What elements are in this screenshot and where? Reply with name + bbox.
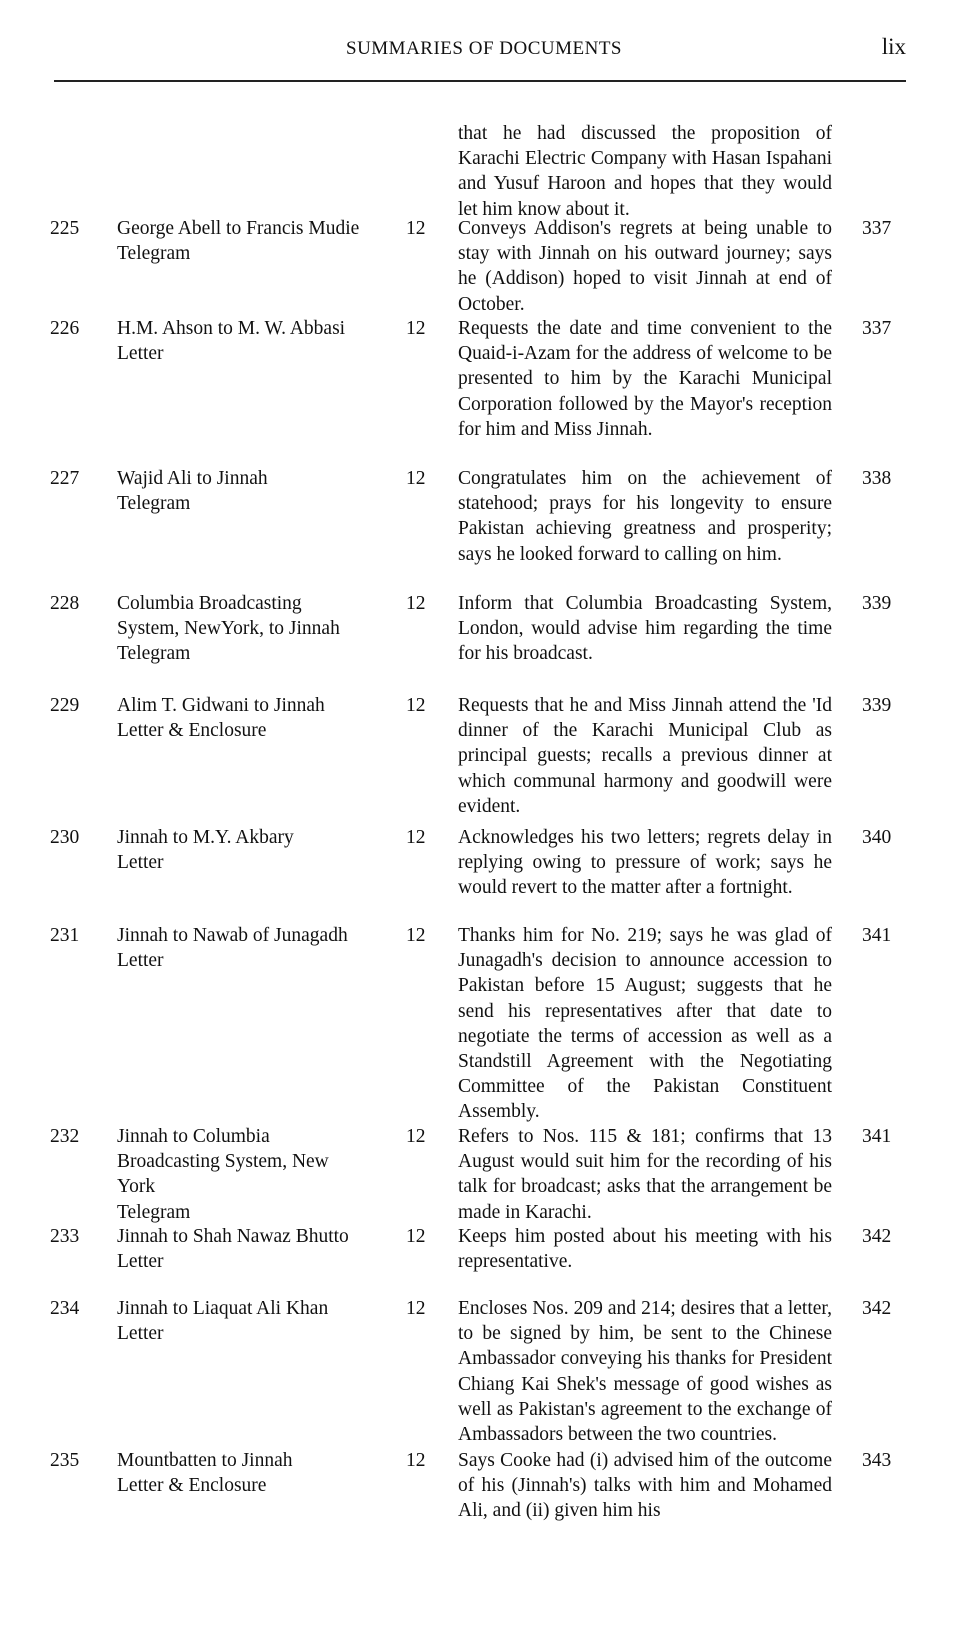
header-rule: [54, 80, 906, 82]
entry-correspondents: [117, 466, 367, 516]
entry-page: 337: [862, 218, 892, 239]
entry-names: Wajid Ali to Jinnah: [117, 468, 268, 489]
entry-number: 229: [50, 695, 80, 716]
entry-date: 12: [406, 1126, 426, 1147]
entry-names: Alim T. Gidwani to Jinnah: [117, 695, 325, 716]
header-title: SUMMARIES OF DOCUMENTS: [346, 38, 622, 59]
entry-summary: Refers to Nos. 115 & 181; confirms that 13 August would suit him for the recording of his talk for broadcast; asks that the arrangement be made in Karachi.: [458, 1126, 832, 1223]
entry-names: Jinnah to Liaquat Ali Khan: [117, 1298, 329, 1319]
entry-page: 338: [862, 468, 892, 489]
continued-summary: that he had discussed the proposition of Karachi Electric Company with Hasan Ispahani and Yusuf Haroon and hopes that they would let him know about it.: [458, 123, 832, 220]
entry-summary: Inform that Columbia Broadcasting System, London, would advise him regarding the time for his broadcast.: [458, 593, 832, 665]
entry-page: 339: [862, 593, 892, 614]
entry-date: 12: [406, 1226, 426, 1247]
entry-summary: Requests that he and Miss Jinnah attend the 'Id dinner of the Karachi Municipal Club as principal guests; recalls a previous dinner at which communal harmony and goodwill were evident.: [458, 695, 832, 817]
entry-date: 12: [406, 468, 426, 489]
entry-correspondents: [117, 1124, 367, 1225]
entry-number: 233: [50, 1226, 80, 1247]
entry-number: 227: [50, 468, 80, 489]
entry-correspondents: [117, 923, 367, 973]
entry-number: 234: [50, 1298, 80, 1319]
entry-page: 340: [862, 827, 892, 848]
entry-doc-type: Telegram: [117, 643, 191, 665]
entry-summary: Says Cooke had (i) advised him of the outcome of his (Jinnah's) talks with him and Mohamed Ali, and (ii) given him his: [458, 1450, 832, 1522]
entry-names: H.M. Ahson to M. W. Abbasi: [117, 318, 346, 339]
entry-doc-type: Telegram: [117, 243, 191, 265]
entry-summary: Keeps him posted about his meeting with his representative.: [458, 1226, 832, 1273]
entry-correspondents: [117, 216, 367, 266]
entry-summary: Requests the date and time convenient to the Quaid-i-Azam for the address of welcome to be presented to him by the Karachi Municipal Corporation followed by the Mayor's reception for him and Miss Jinnah.: [458, 318, 832, 440]
entry-names: Jinnah to Nawab of Junagadh: [117, 925, 348, 946]
entry-number: 228: [50, 593, 80, 614]
entry-doc-type: Letter: [117, 1251, 164, 1273]
entry-page: 339: [862, 695, 892, 716]
entry-page: 341: [862, 925, 892, 946]
entry-doc-type: Letter: [117, 1323, 164, 1345]
header-page-number: lix: [881, 34, 906, 59]
entry-names: Jinnah to Columbia Broadcasting System, New York: [117, 1126, 329, 1198]
entry-correspondents: [117, 693, 367, 743]
entry-date: 12: [406, 925, 426, 946]
entry-date: 12: [406, 1298, 426, 1319]
entry-page: 341: [862, 1126, 892, 1147]
entry-correspondents: [117, 591, 367, 667]
entry-doc-type: Telegram: [117, 493, 191, 515]
entry-names: Mountbatten to Jinnah: [117, 1450, 293, 1471]
entry-date: 12: [406, 695, 426, 716]
entry-correspondents: [117, 316, 367, 366]
entry-correspondents: [117, 1296, 367, 1346]
entry-page: 343: [862, 1450, 892, 1471]
entry-number: 235: [50, 1450, 80, 1471]
entry-date: 12: [406, 218, 426, 239]
entry-doc-type: Letter: [117, 343, 164, 365]
entry-page: 342: [862, 1226, 892, 1247]
entry-correspondents: [117, 825, 367, 875]
entry-number: 230: [50, 827, 80, 848]
entry-doc-type: Letter & Enclosure: [117, 1475, 267, 1497]
entry-names: Jinnah to M.Y. Akbary: [117, 827, 294, 848]
entry-doc-type: Letter: [117, 852, 164, 874]
entry-doc-type: Telegram: [117, 1201, 191, 1223]
entry-page: 337: [862, 318, 892, 339]
entry-number: 232: [50, 1126, 80, 1147]
entry-doc-type: Letter: [117, 950, 164, 972]
entry-summary: Encloses Nos. 209 and 214; desires that a letter, to be signed by him, be sent to the Chinese Ambassador conveying his thanks for President Chiang Kai Shek's message of good wishes as well as Pakistan's agreement to the exchange of Ambassadors between the two countries.: [458, 1298, 832, 1446]
entry-correspondents: [117, 1448, 367, 1498]
entry-names: Jinnah to Shah Nawaz Bhutto: [117, 1226, 349, 1247]
entry-summary: Thanks him for No. 219; says he was glad of Junagadh's decision to announce accession to Pakistan before 15 August; suggests that he send his representatives after that date to negotiate the terms of accession as well as a Standstill Agreement with the Negotiating Committee of the Pakistan Constituent Assembly.: [458, 925, 832, 1123]
entry-page: 342: [862, 1298, 892, 1319]
entry-summary: Congratulates him on the achievement of statehood; prays for his longevity to ensure Pakistan achieving greatness and prosperity; says he looked forward to calling on him.: [458, 468, 832, 565]
entry-date: 12: [406, 318, 426, 339]
running-header: [0, 34, 968, 64]
entry-names: Columbia Broadcasting System, NewYork, to Jinnah: [117, 593, 340, 640]
entry-number: 225: [50, 218, 80, 239]
entry-number: 226: [50, 318, 80, 339]
entry-summary: Conveys Addison's regrets at being unable to stay with Jinnah on his outward journey; says he (Addison) hoped to visit Jinnah at end of October.: [458, 218, 832, 315]
entry-date: 12: [406, 1450, 426, 1471]
entry-summary: Acknowledges his two letters; regrets delay in replying owing to pressure of work; says he would revert to the matter after a fortnight.: [458, 827, 832, 899]
entry-doc-type: Letter & Enclosure: [117, 720, 267, 742]
entry-correspondents: [117, 1224, 367, 1274]
entry-names: George Abell to Francis Mudie: [117, 218, 360, 239]
entry-number: 231: [50, 925, 80, 946]
entry-date: 12: [406, 593, 426, 614]
entry-date: 12: [406, 827, 426, 848]
